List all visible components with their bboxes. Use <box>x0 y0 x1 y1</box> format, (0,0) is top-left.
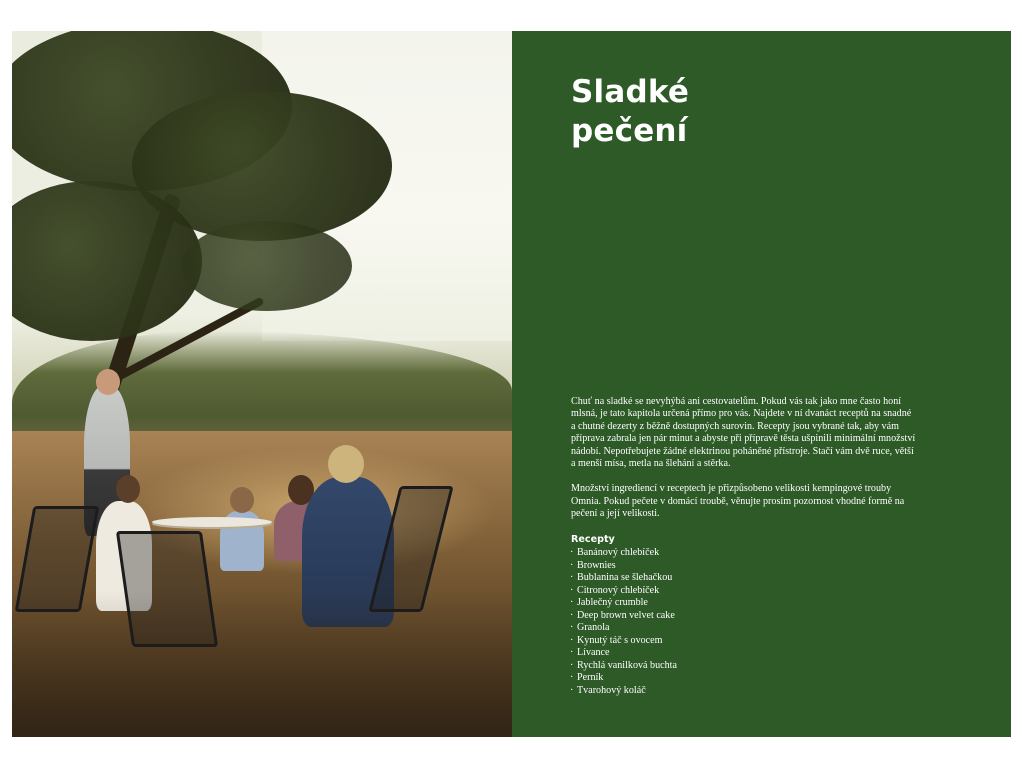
man-head <box>96 369 120 395</box>
recipe-item: · Citronový chlebíček <box>571 585 916 598</box>
recipe-list <box>571 547 916 697</box>
recipes-heading: Recepty <box>571 533 615 545</box>
chapter-title-line2: pečení <box>571 113 688 149</box>
woman-head <box>328 445 364 483</box>
chapter-title-line1: Sladké <box>571 74 690 110</box>
picnic-table <box>152 517 272 527</box>
recipe-item: · Brownies <box>571 560 916 573</box>
intro-paragraph: Množství ingrediencí v receptech je přizpůsobeno velikosti kempingové trouby Omnia. Pokud pečete v domácí troubě, věnujte prosím pozornost vhodné formě na pečení a její velikosti. <box>571 483 905 520</box>
recipe-item: · Jablečný crumble <box>571 597 916 610</box>
chapter-title <box>571 73 871 151</box>
recipe-item: · Kynutý táč s ovocem <box>571 635 916 648</box>
intro-paragraph: Chuť na sladké se nevyhýbá ani cestovatelům. Pokud vás tak jako mne často honí mlsná, je tato kapitola určená přímo pro vás. Najdete v ní dvanáct receptů na snadné a chutné dezerty z běžně dostupných surovin. Recepty jsou vybrané tak, aby vám příprava zabrala jen pár minut a abyste při přípravě těsta ušpinili minimální množství nádobí. Nepotřebujete žádné elektrinou poháněné přístroje. Stačí vám dvě ruce, větší a menší mísa, metla na šlehání a stěrka. <box>571 396 916 470</box>
recipe-item: · Deep brown velvet cake <box>571 610 916 623</box>
foreground-shadow <box>12 591 512 737</box>
recipe-item: · Rychlá vanilková buchta <box>571 660 916 673</box>
recipe-item: · Tvarohový koláč <box>571 685 916 698</box>
chapter-intro-panel <box>512 31 1011 737</box>
recipe-item: · Banánový chlebíček <box>571 547 916 560</box>
recipe-item: · Perník <box>571 672 916 685</box>
recipe-item: · Granola <box>571 622 916 635</box>
girl-head <box>116 475 140 503</box>
pine-canopy <box>182 221 352 311</box>
recipe-item: · Bublanina se šlehačkou <box>571 572 916 585</box>
book-spread <box>12 31 1011 737</box>
boy-head <box>230 487 254 513</box>
family-picnic-photo <box>12 31 512 737</box>
chapter-body <box>571 396 916 697</box>
recipe-item: · Lívance <box>571 647 916 660</box>
